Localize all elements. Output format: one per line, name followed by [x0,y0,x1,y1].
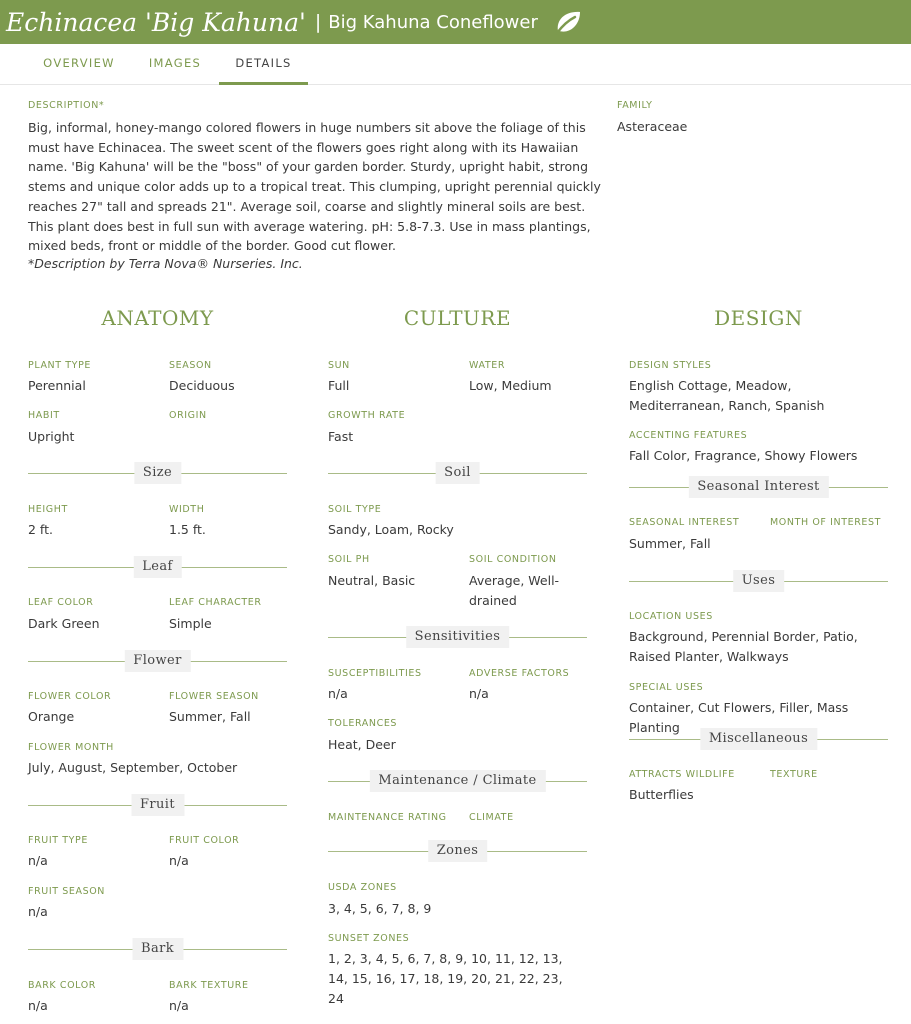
flower-month-value: July, August, September, October [28,760,238,775]
bark-color-label: BARK COLOR [28,980,97,991]
location-uses-value: Background, Perennial Border, Patio, Raised Planter, Walkways [629,629,858,664]
soil-condition-label: SOIL CONDITION [469,554,557,565]
accenting-features-label: ACCENTING FEATURES [629,430,748,441]
page-header [0,0,911,44]
tab-bar [0,44,911,85]
description-label: DESCRIPTION* [28,100,105,111]
soil-ph-label: SOIL PH [328,554,370,565]
maintenance-rating-label: MAINTENANCE RATING [328,812,447,823]
tab-overview[interactable]: OVERVIEW [43,56,115,70]
bark-color-value: n/a [28,998,48,1013]
family-value: Asteraceae [617,119,688,134]
flower-color-value: Orange [28,709,75,724]
flower-season-value: Summer, Fall [169,709,251,724]
height-label: HEIGHT [28,504,68,515]
sunset-zones-value: 1, 2, 3, 4, 5, 6, 7, 8, 9, 10, 11, 12, 13, 14, 15, 16, 17, 18, 19, 20, 21, 22, 23, 24 [328,951,563,1006]
soil-type-label: SOIL TYPE [328,504,382,515]
season-value: Deciduous [169,378,235,393]
leaf-color-label: LEAF COLOR [28,597,94,608]
sensitivities-section-title: Sensitivities [406,626,510,648]
sensitivities-section-divider [328,626,587,648]
leaf-color-value: Dark Green [28,616,100,631]
location-uses-label: LOCATION USES [629,611,713,622]
flower-color-label: FLOWER COLOR [28,691,112,702]
tolerances-label: TOLERANCES [328,718,398,729]
miscellaneous-section-title: Miscellaneous [700,728,817,750]
title-separator: | [314,11,322,33]
attracts-wildlife-label: ATTRACTS WILDLIFE [629,769,735,780]
flower-season-label: FLOWER SEASON [169,691,259,702]
plant-type-value: Perennial [28,378,86,393]
leaf-icon[interactable] [554,7,584,37]
susceptibilities-label: SUSCEPTIBILITIES [328,668,422,679]
size-section-divider [28,462,287,484]
scientific-name: Echinacea 'Big Kahuna' [6,7,306,37]
fruit-section-divider [28,794,287,816]
tab-images[interactable]: IMAGES [148,56,202,70]
uses-section-divider [629,570,888,592]
leaf-character-value: Simple [169,616,212,631]
special-uses-label: SPECIAL USES [629,682,704,693]
habit-label: HABIT [28,410,60,421]
susceptibilities-value: n/a [328,686,348,701]
leaf-section-divider [28,556,287,578]
texture-label: TEXTURE [770,769,818,780]
design-styles-value: English Cottage, Meadow, Mediterranean, Ranch, Spanish [629,378,825,413]
fruit-color-label: FRUIT COLOR [169,835,240,846]
month-of-interest-label: MONTH OF INTEREST [770,517,882,528]
habit-value: Upright [28,429,75,444]
origin-label: ORIGIN [169,410,207,421]
growth-rate-label: GROWTH RATE [328,410,406,421]
usda-zones-label: USDA ZONES [328,882,397,893]
seasonal-interest-section-divider [629,476,888,498]
soil-type-value: Sandy, Loam, Rocky [328,522,454,537]
adverse-factors-value: n/a [469,686,489,701]
anatomy-heading: ANATOMY [101,306,214,330]
usda-zones-value: 3, 4, 5, 6, 7, 8, 9 [328,901,432,916]
tab-details[interactable]: DETAILS [219,44,308,85]
fruit-season-label: FRUIT SEASON [28,886,105,897]
soil-section-title: Soil [435,462,480,484]
height-value: 2 ft. [28,522,53,537]
soil-section-divider [328,462,587,484]
fruit-type-label: FRUIT TYPE [28,835,88,846]
size-section-title: Size [134,462,181,484]
fruit-color-value: n/a [169,853,189,868]
special-uses-value: Container, Cut Flowers, Filler, Mass Planting [629,700,849,735]
plant-type-label: PLANT TYPE [28,360,92,371]
accenting-features-value: Fall Color, Fragrance, Showy Flowers [629,448,858,463]
water-label: WATER [469,360,506,371]
description-text: Big, informal, honey-mango colored flowers in huge numbers sit above the foliage of this must have Echinacea. The sweet scent of the flowers goes right along with its Hawaiian name. 'Big Kahuna' will be the "boss" of your garden border. Sturdy, upright habit, strong stems and unique color adds up to a tropical treat. This clumping, upright perennial quickly reaches 27" tall and spreads 21". Average soil, coarse and slightly mineral soils are best. This plant does best in full sun with average watering. pH: 5.8-7.3. Use in mass plantings, mixed beds, front or middle of the border. Good cut flower. [28,120,601,254]
miscellaneous-section-divider [629,728,888,750]
width-label: WIDTH [169,504,205,515]
design-styles-label: DESIGN STYLES [629,360,712,371]
flower-section-title: Flower [124,650,190,672]
fruit-season-value: n/a [28,904,48,919]
bark-texture-label: BARK TEXTURE [169,980,249,991]
description-credit: *Description by Terra Nova® Nurseries. Inc. [28,256,303,271]
zones-section-title: Zones [428,840,488,862]
sunset-zones-label: SUNSET ZONES [328,933,410,944]
sun-value: Full [328,378,350,393]
maintenance-section-title: Maintenance / Climate [369,770,545,792]
soil-condition-value: Average, Well-drained [469,573,560,608]
leaf-character-label: LEAF CHARACTER [169,597,262,608]
width-value: 1.5 ft. [169,522,206,537]
seasonal-interest-label: SEASONAL INTEREST [629,517,740,528]
fruit-type-value: n/a [28,853,48,868]
bark-section-divider [28,938,287,960]
season-label: SEASON [169,360,212,371]
tolerances-value: Heat, Deer [328,737,396,752]
soil-ph-value: Neutral, Basic [328,573,416,588]
common-name: Big Kahuna Coneflower [328,11,538,33]
adverse-factors-label: ADVERSE FACTORS [469,668,570,679]
flower-month-label: FLOWER MONTH [28,742,114,753]
seasonal-interest-value: Summer, Fall [629,536,711,551]
flower-section-divider [28,650,287,672]
sun-label: SUN [328,360,350,371]
culture-heading: CULTURE [403,306,512,330]
uses-section-title: Uses [733,570,785,592]
attracts-wildlife-value: Butterflies [629,787,694,802]
bark-texture-value: n/a [169,998,189,1013]
climate-label: CLIMATE [469,812,514,823]
bark-section-title: Bark [132,938,183,960]
fruit-section-title: Fruit [131,794,184,816]
water-value: Low, Medium [469,378,552,393]
design-heading: DESIGN [714,306,803,330]
leaf-section-title: Leaf [133,556,182,578]
family-label: FAMILY [617,100,653,111]
growth-rate-value: Fast [328,429,354,444]
zones-section-divider [328,840,587,862]
maintenance-section-divider [328,770,587,792]
seasonal-interest-section-title: Seasonal Interest [688,476,828,498]
